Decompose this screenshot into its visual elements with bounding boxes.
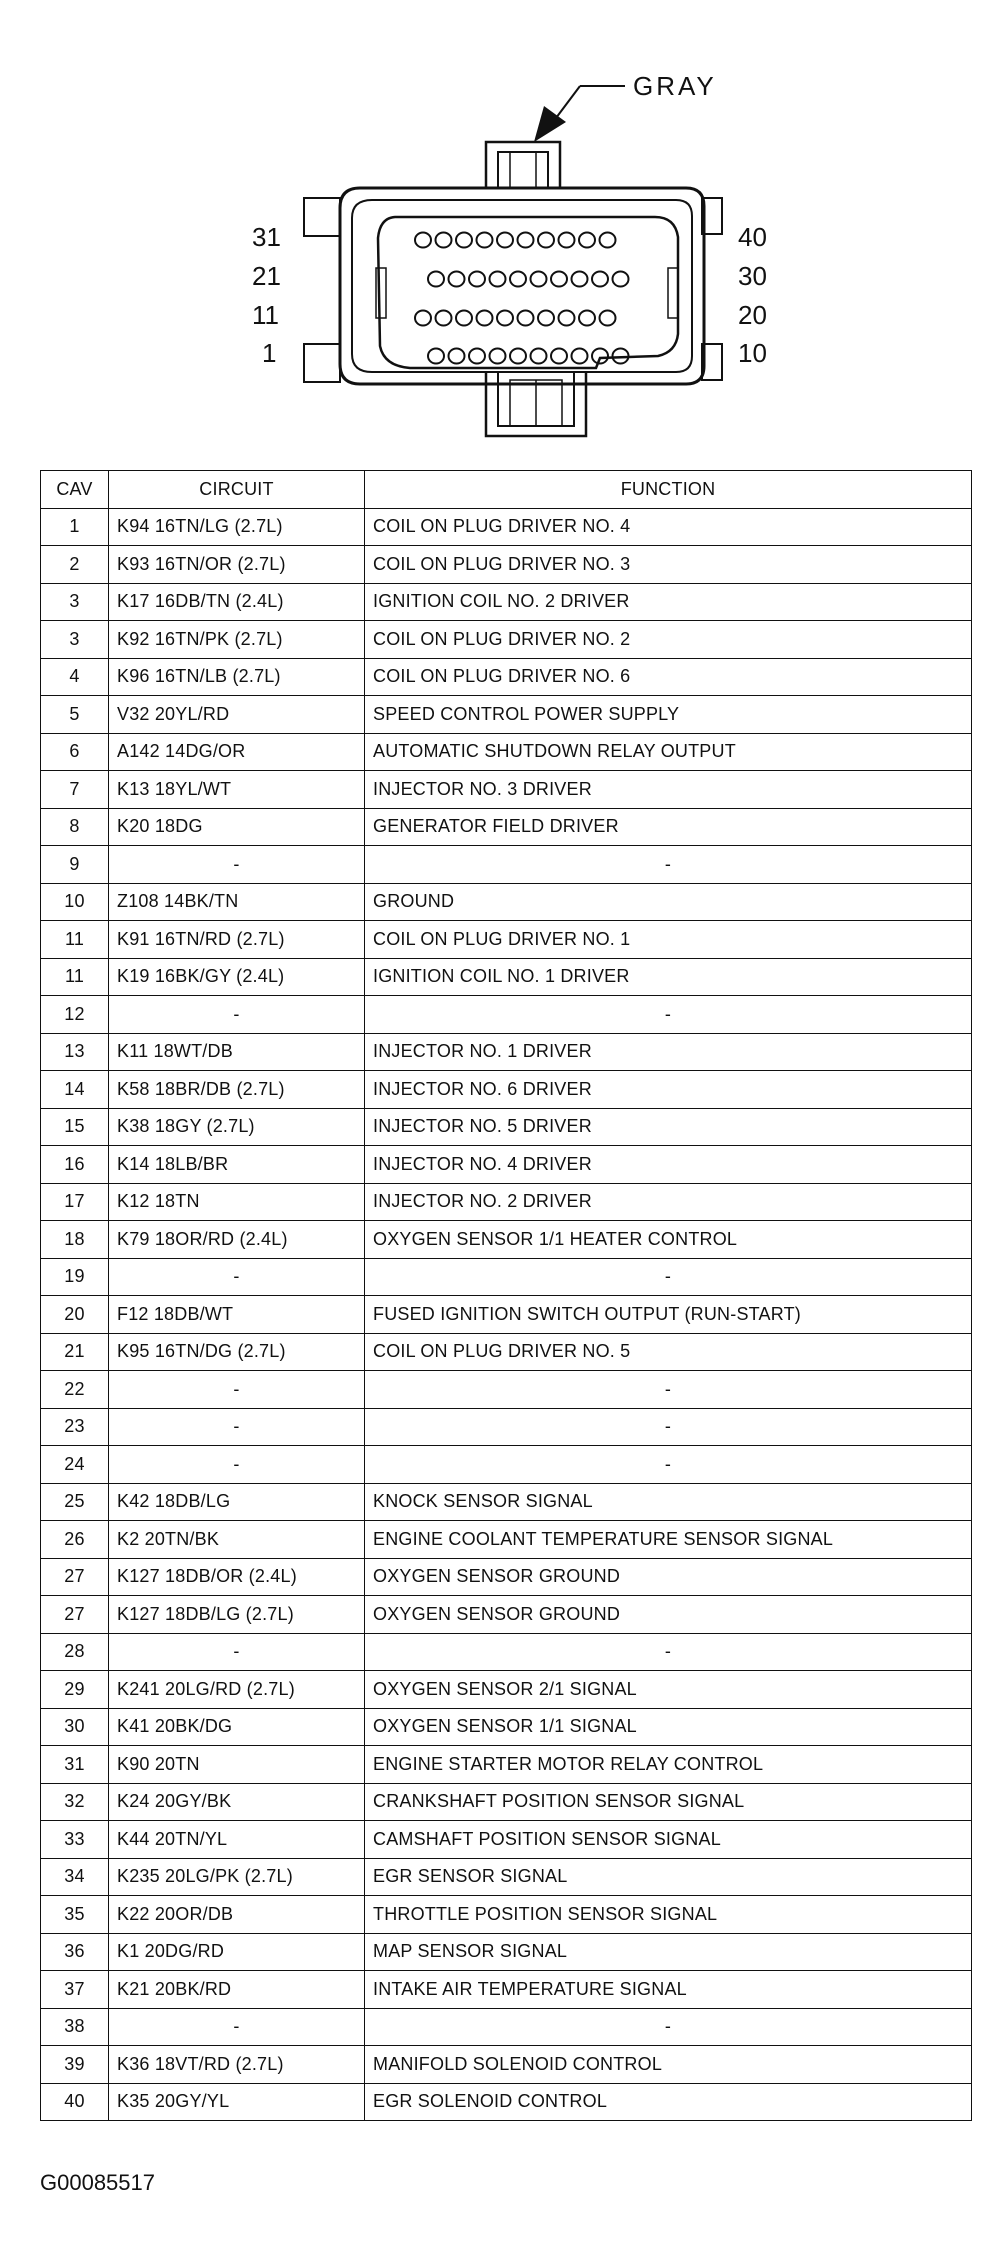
- pin-cavity: [551, 272, 567, 287]
- circuit-cell: K12 18TN: [109, 1183, 365, 1221]
- table-row: [41, 1896, 972, 1934]
- pin-cavity: [456, 311, 472, 326]
- table-row: [41, 696, 972, 734]
- cav-cell: 7: [41, 771, 109, 809]
- function-cell: INJECTOR NO. 1 DRIVER: [365, 1033, 972, 1071]
- table-row: [41, 1521, 972, 1559]
- cav-cell: 25: [41, 1483, 109, 1521]
- cav-cell: 19: [41, 1258, 109, 1296]
- cav-cell: 26: [41, 1521, 109, 1559]
- function-cell: INJECTOR NO. 3 DRIVER: [365, 771, 972, 809]
- cav-cell: 27: [41, 1558, 109, 1596]
- circuit-cell: K24 20GY/BK: [109, 1783, 365, 1821]
- function-cell: OXYGEN SENSOR GROUND: [365, 1596, 972, 1634]
- circuit-cell: K11 18WT/DB: [109, 1033, 365, 1071]
- table-row: [41, 771, 972, 809]
- function-cell: -: [365, 996, 972, 1034]
- circuit-cell: K79 18OR/RD (2.4L): [109, 1221, 365, 1259]
- cav-cell: 35: [41, 1896, 109, 1934]
- right-label-10: 10: [738, 338, 767, 368]
- pin-cavity: [579, 311, 595, 326]
- function-cell: INJECTOR NO. 5 DRIVER: [365, 1108, 972, 1146]
- left-label-1: 1: [262, 338, 277, 368]
- circuit-cell: K22 20OR/DB: [109, 1896, 365, 1934]
- cav-cell: 8: [41, 808, 109, 846]
- header-circuit: CIRCUIT: [109, 471, 365, 509]
- circuit-cell: K35 20GY/YL: [109, 2083, 365, 2121]
- cav-cell: 3: [41, 583, 109, 621]
- function-cell: -: [365, 1408, 972, 1446]
- pin-cavity: [518, 311, 534, 326]
- cav-cell: 39: [41, 2046, 109, 2084]
- circuit-cell: -: [109, 1371, 365, 1409]
- function-cell: -: [365, 1633, 972, 1671]
- table-row: [41, 733, 972, 771]
- function-cell: COIL ON PLUG DRIVER NO. 3: [365, 546, 972, 584]
- circuit-cell: K41 20BK/DG: [109, 1708, 365, 1746]
- table-row: [41, 1258, 972, 1296]
- circuit-cell: K127 18DB/OR (2.4L): [109, 1558, 365, 1596]
- table-row: [41, 1746, 972, 1784]
- pin-cavity: [613, 272, 629, 287]
- function-cell: GENERATOR FIELD DRIVER: [365, 808, 972, 846]
- cav-cell: 36: [41, 1933, 109, 1971]
- function-cell: ENGINE COOLANT TEMPERATURE SENSOR SIGNAL: [365, 1521, 972, 1559]
- circuit-cell: K2 20TN/BK: [109, 1521, 365, 1559]
- cav-cell: 30: [41, 1708, 109, 1746]
- cav-cell: 11: [41, 958, 109, 996]
- circuit-cell: K235 20LG/PK (2.7L): [109, 1858, 365, 1896]
- header-function: FUNCTION: [365, 471, 972, 509]
- table-row: [41, 1371, 972, 1409]
- table-row: [41, 1408, 972, 1446]
- circuit-cell: K19 16BK/GY (2.4L): [109, 958, 365, 996]
- table-row: [41, 846, 972, 884]
- function-cell: INJECTOR NO. 2 DRIVER: [365, 1183, 972, 1221]
- function-cell: OXYGEN SENSOR 1/1 HEATER CONTROL: [365, 1221, 972, 1259]
- function-cell: INTAKE AIR TEMPERATURE SIGNAL: [365, 1971, 972, 2009]
- function-cell: EGR SOLENOID CONTROL: [365, 2083, 972, 2121]
- pin-cavity: [490, 349, 506, 364]
- pin-cavity: [531, 272, 547, 287]
- cav-cell: 22: [41, 1371, 109, 1409]
- table-row: [41, 1483, 972, 1521]
- function-cell: ENGINE STARTER MOTOR RELAY CONTROL: [365, 1746, 972, 1784]
- cav-cell: 15: [41, 1108, 109, 1146]
- pin-cavity: [490, 272, 506, 287]
- circuit-cell: F12 18DB/WT: [109, 1296, 365, 1334]
- table-row: [41, 1596, 972, 1634]
- left-label-11: 11: [252, 300, 279, 330]
- pin-cavity: [572, 272, 588, 287]
- table-row: [41, 996, 972, 1034]
- pin-cavity: [456, 233, 472, 248]
- function-cell: COIL ON PLUG DRIVER NO. 4: [365, 508, 972, 546]
- cav-cell: 3: [41, 621, 109, 659]
- pin-cavity: [600, 233, 616, 248]
- cav-cell: 12: [41, 996, 109, 1034]
- table-row: [41, 1933, 972, 1971]
- function-cell: CAMSHAFT POSITION SENSOR SIGNAL: [365, 1821, 972, 1859]
- circuit-cell: -: [109, 2008, 365, 2046]
- function-cell: INJECTOR NO. 4 DRIVER: [365, 1146, 972, 1184]
- table-row: [41, 1071, 972, 1109]
- circuit-cell: K127 18DB/LG (2.7L): [109, 1596, 365, 1634]
- circuit-cell: K91 16TN/RD (2.7L): [109, 921, 365, 959]
- pin-cavity: [538, 311, 554, 326]
- table-row: [41, 1033, 972, 1071]
- cav-cell: 34: [41, 1858, 109, 1896]
- table-row: [41, 883, 972, 921]
- cav-cell: 27: [41, 1596, 109, 1634]
- circuit-cell: Z108 14BK/TN: [109, 883, 365, 921]
- pin-cavity: [497, 233, 513, 248]
- cav-cell: 21: [41, 1333, 109, 1371]
- function-cell: IGNITION COIL NO. 2 DRIVER: [365, 583, 972, 621]
- left-label-21: 21: [252, 261, 281, 291]
- table-row: [41, 583, 972, 621]
- function-cell: THROTTLE POSITION SENSOR SIGNAL: [365, 1896, 972, 1934]
- right-label-40: 40: [738, 222, 767, 252]
- circuit-cell: -: [109, 1633, 365, 1671]
- function-cell: -: [365, 1258, 972, 1296]
- table-row: [41, 1783, 972, 1821]
- function-cell: OXYGEN SENSOR 2/1 SIGNAL: [365, 1671, 972, 1709]
- cav-cell: 40: [41, 2083, 109, 2121]
- function-cell: COIL ON PLUG DRIVER NO. 6: [365, 658, 972, 696]
- function-cell: AUTOMATIC SHUTDOWN RELAY OUTPUT: [365, 733, 972, 771]
- pin-cavity: [449, 272, 465, 287]
- pin-cavity: [592, 272, 608, 287]
- circuit-cell: K241 20LG/RD (2.7L): [109, 1671, 365, 1709]
- cav-cell: 24: [41, 1446, 109, 1484]
- function-cell: CRANKSHAFT POSITION SENSOR SIGNAL: [365, 1783, 972, 1821]
- pin-cavity: [510, 272, 526, 287]
- circuit-cell: K1 20DG/RD: [109, 1933, 365, 1971]
- circuit-cell: K90 20TN: [109, 1746, 365, 1784]
- pin-cavity: [469, 349, 485, 364]
- cav-cell: 1: [41, 508, 109, 546]
- function-cell: -: [365, 846, 972, 884]
- table-row: [41, 658, 972, 696]
- table-row: [41, 1333, 972, 1371]
- pin-cavity: [551, 349, 567, 364]
- circuit-cell: K95 16TN/DG (2.7L): [109, 1333, 365, 1371]
- pin-cavity: [579, 233, 595, 248]
- circuit-cell: -: [109, 1408, 365, 1446]
- function-cell: IGNITION COIL NO. 1 DRIVER: [365, 958, 972, 996]
- table-row: [41, 2083, 972, 2121]
- table-row: [41, 1858, 972, 1896]
- table-row: [41, 508, 972, 546]
- table-row: [41, 958, 972, 996]
- cav-cell: 32: [41, 1783, 109, 1821]
- pin-cavity: [559, 311, 575, 326]
- circuit-cell: K17 16DB/TN (2.4L): [109, 583, 365, 621]
- table-row: [41, 546, 972, 584]
- circuit-cell: -: [109, 1446, 365, 1484]
- pin-cavity: [436, 311, 452, 326]
- circuit-cell: K96 16TN/LB (2.7L): [109, 658, 365, 696]
- circuit-cell: K93 16TN/OR (2.7L): [109, 546, 365, 584]
- header-cav: CAV: [41, 471, 109, 509]
- table-row: [41, 1558, 972, 1596]
- cav-cell: 4: [41, 658, 109, 696]
- cav-cell: 13: [41, 1033, 109, 1071]
- circuit-cell: K58 18BR/DB (2.7L): [109, 1071, 365, 1109]
- function-cell: SPEED CONTROL POWER SUPPLY: [365, 696, 972, 734]
- function-cell: MAP SENSOR SIGNAL: [365, 1933, 972, 1971]
- function-cell: EGR SENSOR SIGNAL: [365, 1858, 972, 1896]
- cav-cell: 5: [41, 696, 109, 734]
- table-row: [41, 1971, 972, 2009]
- circuit-cell: K42 18DB/LG: [109, 1483, 365, 1521]
- connector-color-label: GRAY: [633, 71, 717, 101]
- right-label-30: 30: [738, 261, 767, 291]
- pin-cavity: [477, 233, 493, 248]
- cav-cell: 38: [41, 2008, 109, 2046]
- cav-cell: 18: [41, 1221, 109, 1259]
- function-cell: COIL ON PLUG DRIVER NO. 2: [365, 621, 972, 659]
- circuit-cell: K21 20BK/RD: [109, 1971, 365, 2009]
- circuit-cell: K14 18LB/BR: [109, 1146, 365, 1184]
- circuit-cell: A142 14DG/OR: [109, 733, 365, 771]
- circuit-cell: K20 18DG: [109, 808, 365, 846]
- function-cell: COIL ON PLUG DRIVER NO. 5: [365, 1333, 972, 1371]
- pin-cavity: [449, 349, 465, 364]
- table-row: [41, 1446, 972, 1484]
- cav-cell: 28: [41, 1633, 109, 1671]
- circuit-cell: K44 20TN/YL: [109, 1821, 365, 1859]
- function-cell: -: [365, 2008, 972, 2046]
- table-row: [41, 2008, 972, 2046]
- table-row: [41, 1108, 972, 1146]
- cav-cell: 2: [41, 546, 109, 584]
- cav-cell: 11: [41, 921, 109, 959]
- cav-cell: 6: [41, 733, 109, 771]
- function-cell: OXYGEN SENSOR GROUND: [365, 1558, 972, 1596]
- cav-cell: 16: [41, 1146, 109, 1184]
- pin-cavity: [415, 311, 431, 326]
- function-cell: -: [365, 1371, 972, 1409]
- cav-cell: 37: [41, 1971, 109, 2009]
- cav-cell: 33: [41, 1821, 109, 1859]
- circuit-cell: K38 18GY (2.7L): [109, 1108, 365, 1146]
- pin-cavity: [497, 311, 513, 326]
- cav-cell: 14: [41, 1071, 109, 1109]
- circuit-cell: V32 20YL/RD: [109, 696, 365, 734]
- cav-cell: 17: [41, 1183, 109, 1221]
- table-row: [41, 1146, 972, 1184]
- function-cell: -: [365, 1446, 972, 1484]
- right-label-20: 20: [738, 300, 767, 330]
- circuit-cell: -: [109, 846, 365, 884]
- connector-diagram: [0, 0, 1007, 460]
- pin-cavity: [477, 311, 493, 326]
- pin-cavity: [600, 311, 616, 326]
- circuit-cell: -: [109, 996, 365, 1034]
- pin-cavity: [436, 233, 452, 248]
- function-cell: FUSED IGNITION SWITCH OUTPUT (RUN-START): [365, 1296, 972, 1334]
- pinout-table: [40, 470, 972, 2121]
- function-cell: MANIFOLD SOLENOID CONTROL: [365, 2046, 972, 2084]
- function-cell: GROUND: [365, 883, 972, 921]
- table-row: [41, 1671, 972, 1709]
- function-cell: OXYGEN SENSOR 1/1 SIGNAL: [365, 1708, 972, 1746]
- table-row: [41, 1633, 972, 1671]
- cav-cell: 9: [41, 846, 109, 884]
- circuit-cell: K13 18YL/WT: [109, 771, 365, 809]
- table-row: [41, 621, 972, 659]
- table-row: [41, 1183, 972, 1221]
- pin-cavity: [469, 272, 485, 287]
- circuit-cell: -: [109, 1258, 365, 1296]
- table-header-row: [41, 471, 972, 509]
- cav-cell: 10: [41, 883, 109, 921]
- pin-cavity: [572, 349, 588, 364]
- cav-cell: 29: [41, 1671, 109, 1709]
- pin-cavity: [428, 349, 444, 364]
- table-row: [41, 1296, 972, 1334]
- function-cell: KNOCK SENSOR SIGNAL: [365, 1483, 972, 1521]
- circuit-cell: K94 16TN/LG (2.7L): [109, 508, 365, 546]
- pin-cavity: [531, 349, 547, 364]
- circuit-cell: K36 18VT/RD (2.7L): [109, 2046, 365, 2084]
- figure-id: G00085517: [40, 2170, 155, 2195]
- table-row: [41, 1821, 972, 1859]
- table-row: [41, 808, 972, 846]
- left-label-31: 31: [252, 222, 281, 252]
- pin-cavity: [538, 233, 554, 248]
- cav-cell: 20: [41, 1296, 109, 1334]
- table-row: [41, 1221, 972, 1259]
- table-row: [41, 2046, 972, 2084]
- cav-cell: 23: [41, 1408, 109, 1446]
- pin-cavity: [428, 272, 444, 287]
- pin-cavity: [415, 233, 431, 248]
- pin-cavity: [510, 349, 526, 364]
- pin-cavity: [559, 233, 575, 248]
- circuit-cell: K92 16TN/PK (2.7L): [109, 621, 365, 659]
- pin-cavity: [518, 233, 534, 248]
- function-cell: COIL ON PLUG DRIVER NO. 1: [365, 921, 972, 959]
- cav-cell: 31: [41, 1746, 109, 1784]
- table-row: [41, 1708, 972, 1746]
- table-row: [41, 921, 972, 959]
- function-cell: INJECTOR NO. 6 DRIVER: [365, 1071, 972, 1109]
